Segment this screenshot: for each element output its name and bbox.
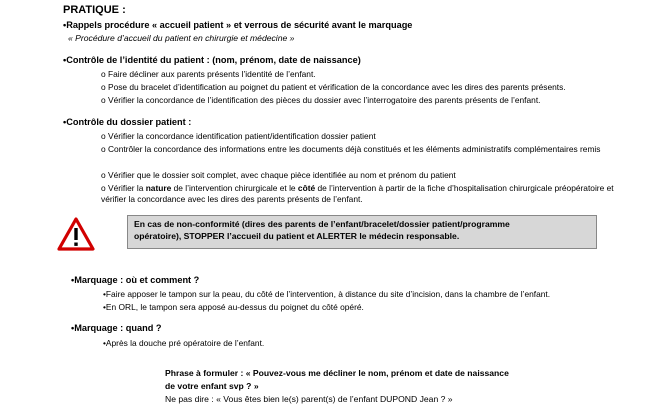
identite-item-1: o Faire décliner aux parents présents l’identité de l’enfant. bbox=[101, 69, 316, 79]
marquage-ou-heading: •Marquage : où et comment ? bbox=[71, 275, 200, 285]
marquage-quand-heading: •Marquage : quand ? bbox=[71, 323, 162, 333]
phrase-line-1: Phrase à formuler : « Pouvez-vous me décliner le nom, prénom et date de naissance bbox=[165, 368, 509, 378]
rappels-heading: •Rappels procédure « accueil patient » et verrous de sécurité avant le marquage bbox=[63, 20, 413, 30]
dossier-item-4: o Vérifier la nature de l’intervention chirurgicale et le côté de l’intervention à partir de la fiche d’hospitalisation chirurgicale préopératoire et vérifier la concordance avec les dires des parents présents de l’enfant. bbox=[101, 183, 614, 204]
warning-icon bbox=[57, 217, 95, 251]
identite-item-2: o Pose du bracelet d’identification au poignet du patient et vérification de la concordance avec les dires des parents présents. bbox=[101, 82, 566, 92]
marquage-ou-item-1: •Faire apposer le tampon sur la peau, du côté de l’intervention, à distance du site d’incision, dans la chambre de l’enfant. bbox=[103, 289, 551, 299]
dossier-heading: •Contrôle du dossier patient : bbox=[63, 117, 192, 127]
phrase-line-3: Ne pas dire : « Vous êtes bien le(s) parent(s) de l’enfant DUPOND Jean ? » bbox=[165, 394, 453, 404]
marquage-quand-item-1: •Après la douche pré opératoire de l’enfant. bbox=[103, 338, 265, 348]
rappels-subtitle: « Procédure d’accueil du patient en chirurgie et médecine » bbox=[68, 33, 295, 43]
dossier-item-2: o Contrôler la concordance des informations entre les documents déjà constitués et les éléments administratifs complémentaires remis bbox=[101, 144, 601, 154]
dossier-item-1: o Vérifier la concordance identification patient/identification dossier patient bbox=[101, 131, 376, 141]
alert-line-1: En cas de non-conformité (dires des parents de l’enfant/bracelet/dossier patient/programme bbox=[134, 219, 510, 229]
page-title: PRATIQUE : bbox=[63, 4, 126, 16]
identite-item-3: o Vérifier la concordance de l’identification des pièces du dossier avec l’interrogatoire des parents présents de l’enfant. bbox=[101, 95, 541, 105]
non-conformity-alert-box bbox=[127, 215, 597, 249]
identite-heading: •Contrôle de l’identité du patient : (nom, prénom, date de naissance) bbox=[63, 55, 361, 65]
dossier-item-3: o Vérifier que le dossier soit complet, avec chaque pièce identifiée au nom et prénom du patient bbox=[101, 170, 456, 180]
alert-line-2: opératoire), STOPPER l’accueil du patient et ALERTER le médecin responsable. bbox=[134, 230, 460, 241]
marquage-ou-item-2: •En ORL, le tampon sera apposé au-dessus du poignet du côté opéré. bbox=[103, 302, 364, 312]
phrase-line-2: de votre enfant svp ? » bbox=[165, 381, 259, 391]
